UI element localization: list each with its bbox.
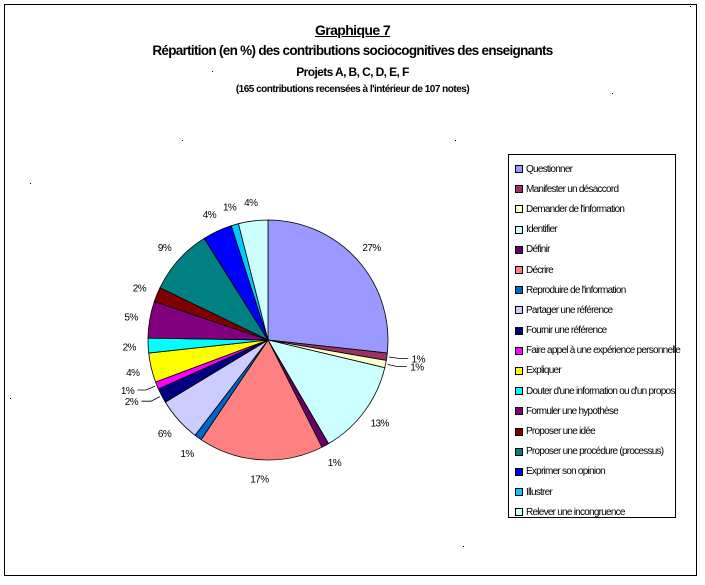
chart-legend	[508, 154, 681, 518]
legend-item	[509, 462, 675, 482]
legend-swatch	[515, 226, 523, 234]
legend-item	[509, 361, 675, 381]
legend-label: Relever une incongruence	[526, 506, 625, 518]
legend-label: Demander de l'information	[526, 203, 625, 215]
legend-item	[509, 321, 675, 341]
stray-dot	[30, 183, 31, 184]
legend-swatch	[515, 286, 523, 294]
slice-label-15: 9%	[157, 243, 172, 255]
slice-label-3: 1%	[410, 362, 424, 374]
legend-label: Expliquer	[526, 365, 561, 377]
slice-label-14: 2%	[132, 283, 147, 295]
legend-swatch	[515, 327, 523, 335]
legend-label: Proposer une procédure (processus)	[526, 446, 664, 458]
legend-swatch	[515, 428, 523, 436]
legend-label: Fournir une référence	[526, 325, 607, 337]
legend-item	[509, 159, 675, 179]
legend-item	[509, 280, 675, 300]
slice-label-10: 1%	[120, 386, 135, 397]
legend-label: Identifier	[526, 224, 557, 236]
legend-item	[509, 179, 675, 199]
slice-label-8: 6%	[157, 428, 172, 440]
legend-swatch	[515, 448, 523, 456]
leader-line-3	[388, 365, 407, 367]
legend-label: Illustrer	[526, 486, 553, 498]
chart-number-title: Graphique 7	[314, 22, 391, 38]
legend-swatch	[515, 246, 523, 254]
legend-label: Manifester un désaccord	[526, 183, 619, 195]
legend-item	[509, 442, 675, 462]
legend-item	[509, 502, 675, 522]
legend-item	[509, 300, 675, 320]
slice-label-16: 4%	[202, 210, 217, 221]
legend-label: Proposer une idée	[526, 426, 595, 438]
legend-swatch	[515, 488, 523, 496]
chart-subtitle-count: (165 contributions recensées à l'intérieur de 107 notes)	[235, 84, 470, 95]
slice-label-17: 1%	[222, 202, 237, 214]
slice-label-13: 5%	[124, 312, 138, 324]
stray-dot	[182, 140, 183, 141]
legend-label: Reproduire de l'information	[526, 284, 626, 296]
legend-label: Douter d'une information ou d'un propos	[526, 385, 675, 397]
slice-label-4: 13%	[370, 418, 389, 430]
legend-item	[509, 260, 675, 280]
stray-dot	[690, 6, 691, 7]
legend-label: Faire appel à une expérience personnelle	[526, 345, 681, 357]
legend-item	[509, 240, 675, 260]
slice-label-9: 2%	[124, 397, 139, 409]
leader-line-10	[138, 386, 156, 390]
slice-label-1: 27%	[362, 243, 381, 255]
leader-line-9	[141, 397, 160, 402]
legend-swatch	[515, 185, 523, 193]
legend-swatch	[515, 508, 523, 516]
legend-item	[509, 421, 675, 441]
legend-swatch	[515, 205, 523, 213]
slice-label-11: 4%	[126, 368, 140, 380]
legend-swatch	[515, 468, 523, 476]
legend-label: Décrire	[526, 264, 553, 276]
chart-subtitle-projects: Projets A, B, C, D, E, F	[296, 65, 409, 79]
slice-label-18: 4%	[244, 198, 258, 210]
legend-label: Questionner	[526, 163, 573, 175]
legend-item	[509, 482, 675, 502]
chart-title: Répartition (en %) des contributions sociocognitives des enseignants	[152, 43, 553, 58]
leader-line-2	[389, 357, 409, 358]
legend-swatch	[515, 306, 523, 314]
slice-label-7: 1%	[180, 449, 194, 460]
legend-item	[509, 381, 675, 401]
slice-label-2: 1%	[411, 354, 425, 366]
legend-swatch	[515, 165, 523, 173]
stray-dot	[612, 93, 613, 94]
legend-swatch	[515, 367, 523, 375]
legend-swatch	[515, 266, 523, 274]
legend-item	[509, 199, 675, 219]
legend-label: Partager une référence	[526, 304, 613, 316]
legend-item	[509, 341, 681, 361]
legend-swatch	[515, 407, 523, 415]
legend-label: Formuler une hypothèse	[526, 405, 618, 417]
stray-dot	[10, 398, 11, 399]
stray-dot	[463, 546, 464, 547]
legend-item	[509, 401, 675, 421]
legend-swatch	[515, 347, 523, 355]
slice-label-6: 17%	[250, 474, 269, 486]
pie-slice-1	[268, 220, 388, 353]
legend-item	[509, 220, 675, 240]
stray-dot	[212, 71, 213, 72]
stray-dot	[455, 140, 456, 141]
legend-label: Exprimer son opinion	[526, 466, 605, 478]
legend-label: Définir	[526, 244, 550, 256]
slice-label-5: 1%	[327, 458, 342, 470]
legend-swatch	[515, 387, 523, 395]
slice-label-12: 2%	[122, 342, 136, 354]
